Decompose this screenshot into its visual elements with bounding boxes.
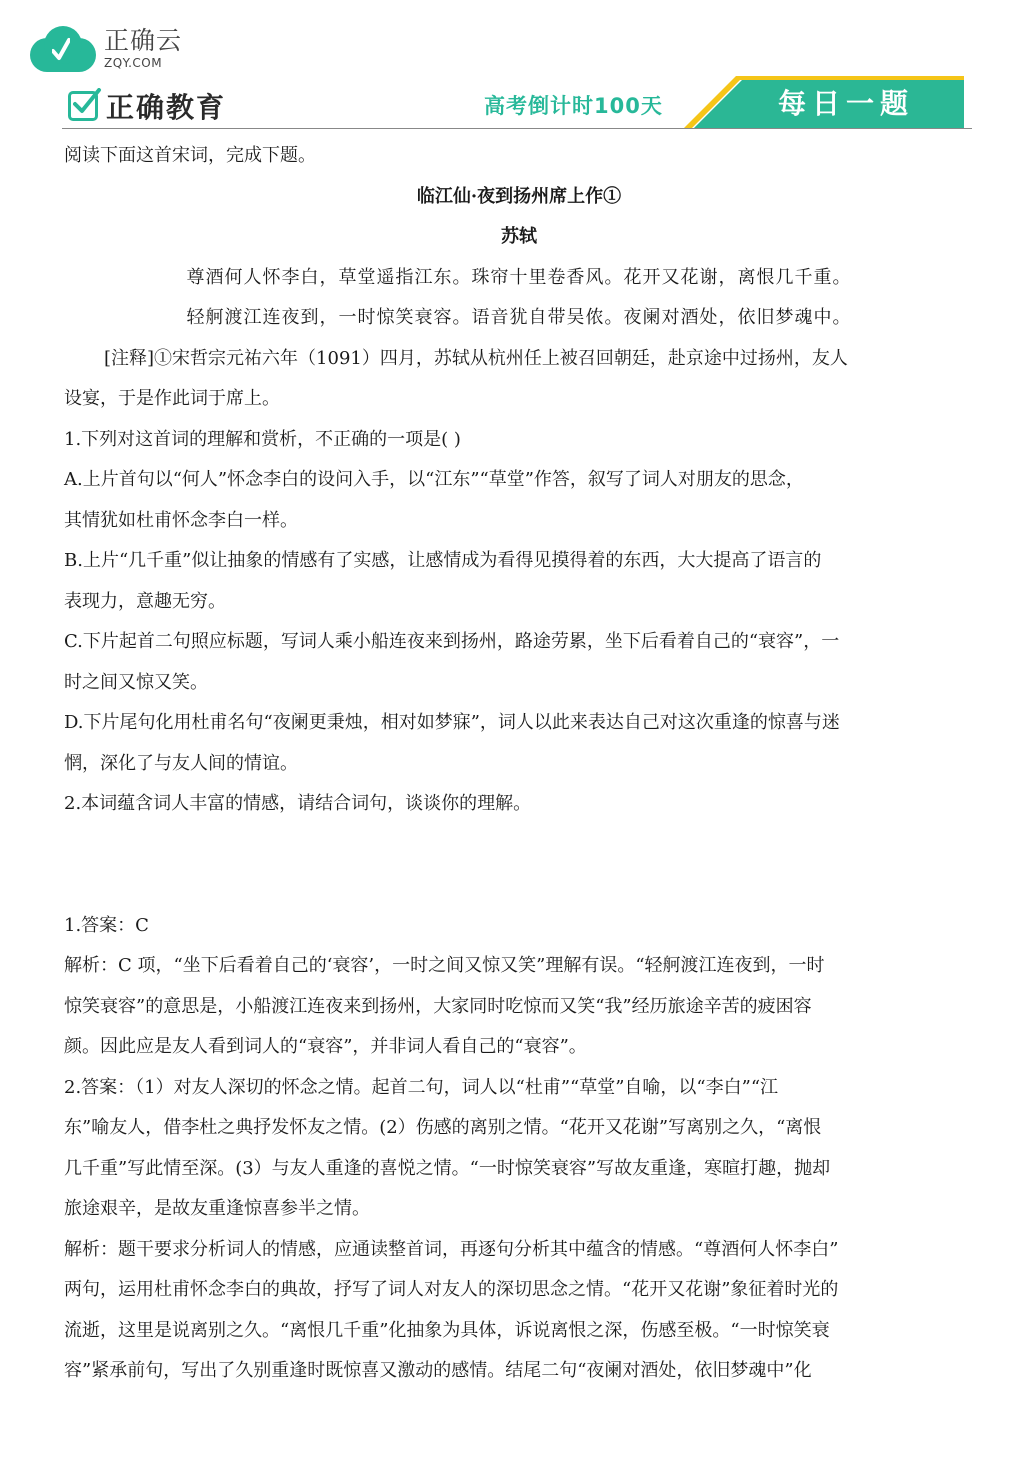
poem-line: 轻舸渡江连夜到，一时惊笑衰容。语音犹自带吴侬。夜阑对酒处，依旧梦魂中。 — [186, 307, 852, 328]
poem-line: 尊酒何人怀李白，草堂遥指江东。珠帘十里卷香风。花开又花谢，离恨几千重。 — [186, 266, 852, 288]
answer-2: 东”喻友人，借李杜之典抒发怀友之情。(2）伤感的离别之情。“花开又花谢”写离别之久，“离恨 — [64, 1117, 822, 1138]
option-d: 惘，深化了与友人间的情谊。 — [64, 752, 298, 774]
answer-1-analysis: 解析：C 项，“坐下后看着自己的‘衰容’，一时之间又惊又笑”理解有误。“轻舸渡江连夜到，一时 — [64, 955, 825, 976]
option-c: 时之间又惊又笑。 — [64, 671, 208, 693]
brand-domain: ZQY.COM — [104, 55, 163, 70]
brand-name: 正确云 — [104, 25, 183, 55]
answer-2-analysis: 流逝，这里是说离别之久。“离恨几千重”化抽象为具体，诉说离恨之深，伤感至极。“一时惊笑衰 — [64, 1319, 830, 1341]
main-brand-name: 正确教育 — [106, 91, 227, 124]
poem-title: 临江仙·夜到扬州席上作① — [416, 185, 622, 207]
poem-author: 苏轼 — [501, 226, 537, 247]
answer-2: 2.答案：（1）对友人深切的怀念之情。起首二句，词人以“杜甫”“草堂”自喻，以“李白”“江 — [64, 1076, 779, 1098]
intro-text: 阅读下面这首宋词，完成下题。 — [64, 145, 316, 166]
poem-note: [注释]①宋哲宗元祐六年（1091）四月，苏轼从杭州任上被召回朝廷，赴京途中过扬州，友人 — [104, 347, 848, 369]
cloud-check-icon — [30, 24, 98, 72]
answer-2: 旅途艰辛，是故友重逢惊喜参半之情。 — [64, 1198, 370, 1219]
header-divider — [62, 128, 972, 129]
option-c: C.下片起首二句照应标题，写词人乘小船连夜来到扬州，路途劳累，坐下后看着自己的“衰容”，一 — [64, 631, 840, 652]
answer-2-analysis: 解析：题干要求分析词人的情感，应通读整首词，再逐句分析其中蕴含的情感。“尊酒何人怀李白” — [64, 1238, 839, 1260]
zqy-logo — [30, 20, 182, 76]
option-a: 其情犹如杜甫怀念李白一样。 — [64, 509, 298, 531]
option-d: D.下片尾句化用杜甫名句“夜阑更秉烛，相对如梦寐”，词人以此来表达自己对这次重逢的惊喜与迷 — [64, 712, 840, 733]
answer-2: 几千重”写此情至深。(3）与友人重逢的喜悦之情。“一时惊笑衰容”写故友重逢，寒暄打趣，抛却 — [64, 1157, 831, 1179]
main-logo — [68, 86, 226, 126]
question-2: 2.本词蕴含词人丰富的情感，请结合词句，谈谈你的理解。 — [64, 793, 532, 814]
answer-1: 1.答案：C — [64, 914, 149, 936]
answer-1-analysis: 颜。因此应是友人看到词人的“衰容”，并非词人看自己的“衰容”。 — [64, 1036, 587, 1057]
answer-1-analysis: 惊笑衰容”的意思是，小船渡江连夜来到扬州，大家同时吃惊而又笑“我”经历旅途辛苦的疲困容 — [64, 995, 812, 1017]
question-1: 1.下列对这首词的理解和赏析，不正确的一项是( ) — [64, 428, 461, 450]
checkbox-logo-icon — [68, 91, 98, 121]
poem-note: 设宴，于是作此词于席上。 — [64, 388, 280, 409]
answer-2-analysis: 容”紧承前句，写出了久别重逢时既惊喜又激动的感情。结尾二句“夜阑对酒处，依旧梦魂中”化 — [64, 1360, 812, 1381]
banner-label: 每日一题 — [778, 87, 915, 120]
document-body — [64, 136, 974, 1392]
answer-2-analysis: 两句，运用杜甫怀念李白的典故，抒写了词人对友人的深切思念之情。“花开又花谢”象征着时光的 — [64, 1279, 839, 1300]
option-b: 表现力，意趣无穷。 — [64, 590, 226, 612]
countdown-text: 高考倒计时100天 — [484, 94, 663, 118]
option-a: A.上片首句以“何人”怀念李白的设问入手，以“江东”“草堂”作答，叙写了词人对朋友的思念， — [64, 469, 804, 490]
option-b: B.上片“几千重”似让抽象的情感有了实感，让感情成为看得见摸得着的东西，大大提高了语言的 — [64, 550, 822, 571]
